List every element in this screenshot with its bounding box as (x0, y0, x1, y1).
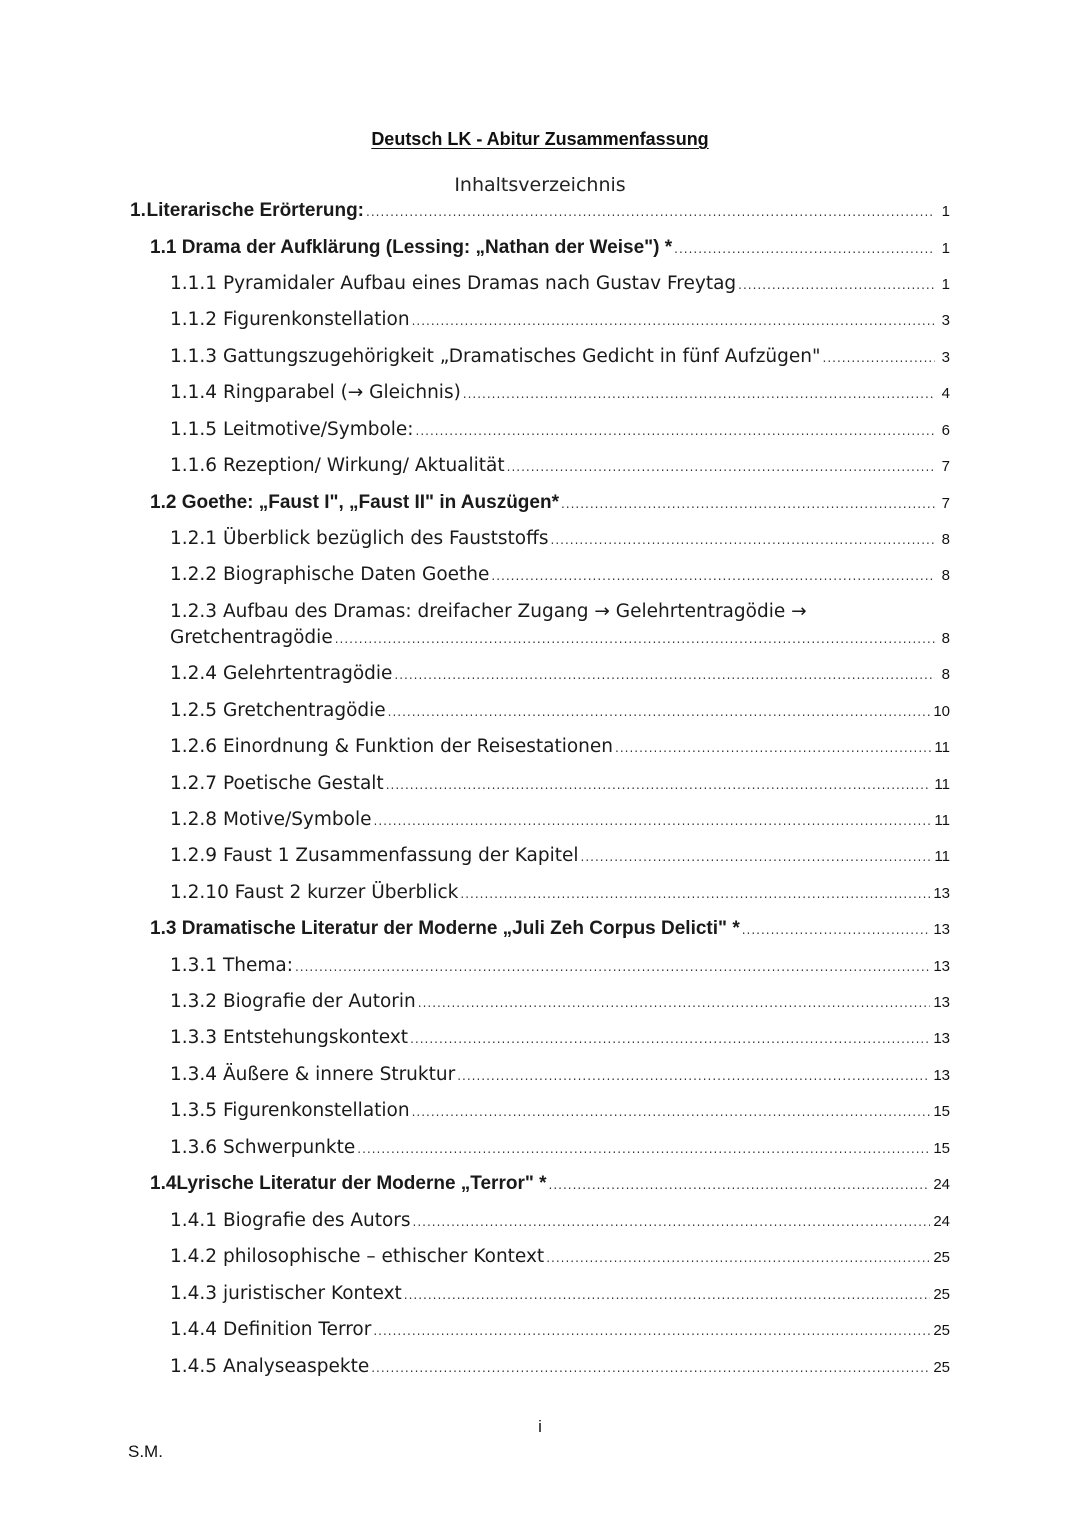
toc-page-number: 13 (933, 1030, 950, 1047)
dot-leader (507, 454, 935, 480)
toc-entry[interactable] (170, 417, 950, 444)
toc-entry[interactable] (170, 599, 950, 652)
toc-entry-title: 1.1.3 Gattungszugehörigkeit „Dramatisches Gedicht in fünf Aufzügen" (170, 346, 821, 367)
toc-entry-title: 1.3.5 Figurenkonstellation (170, 1100, 410, 1121)
toc-entry-title: 1.1 Drama der Aufklärung (Lessing: „Nathan der Weise") * (150, 237, 673, 258)
dot-leader (491, 563, 935, 589)
toc-entry-title: Literarische Erörterung: (146, 200, 365, 221)
toc-page-number: 6 (941, 422, 950, 439)
toc-entry[interactable] (170, 771, 950, 798)
toc-page-number: 8 (941, 630, 950, 647)
toc-entry-title: 1.2.8 Motive/Symbole (170, 809, 372, 830)
toc-entry[interactable] (170, 661, 950, 688)
toc-entry-title: 1.3 Dramatische Literatur der Moderne „Juli Zeh Corpus Delicti" * (150, 918, 740, 939)
toc-entry-number: 1. (130, 200, 146, 221)
toc-entry-title: 1.3.2 Biografie der Autorin (170, 991, 416, 1012)
toc-page-number: 11 (934, 848, 950, 865)
author-initials: S.M. (128, 1442, 163, 1461)
dot-leader (374, 808, 932, 834)
toc-page-number: 25 (933, 1322, 950, 1339)
toc-page-number: 3 (941, 312, 950, 329)
toc-entry[interactable] (150, 916, 950, 943)
page-number: i (538, 1417, 542, 1436)
toc-entry[interactable] (150, 235, 950, 262)
toc-page-number: 11 (934, 776, 950, 793)
toc-page-number: 11 (934, 739, 950, 756)
toc-entry[interactable] (170, 807, 950, 834)
dot-leader (404, 1282, 931, 1308)
dot-leader (413, 1209, 931, 1235)
toc-entry[interactable] (170, 562, 950, 589)
toc-entry[interactable] (170, 734, 950, 761)
toc-entry[interactable] (170, 698, 950, 725)
toc-entry-title: 1.2.9 Faust 1 Zusammenfassung der Kapitel (170, 845, 579, 866)
dot-leader (412, 308, 935, 334)
toc-entry-title: 1.1.5 Leitmotive/Symbole: (170, 419, 414, 440)
toc-entry[interactable] (170, 380, 950, 407)
toc-entry-title: 1.4.2 philosophische – ethischer Kontext (170, 1246, 545, 1267)
toc-entry[interactable] (170, 1098, 950, 1125)
dot-leader (366, 199, 935, 225)
toc-entry[interactable] (170, 1281, 950, 1308)
toc-page-number: 15 (933, 1140, 950, 1157)
dot-leader (410, 1026, 930, 1052)
toc-entry[interactable] (170, 271, 950, 298)
toc-entry[interactable] (150, 490, 950, 517)
dot-leader (394, 662, 935, 688)
toc-page-number: 25 (933, 1359, 950, 1376)
toc-entry-title: 1.2.2 Biographische Daten Goethe (170, 564, 490, 585)
toc-entry-title: 1.2.7 Poetische Gestalt (170, 773, 384, 794)
dot-leader (418, 990, 931, 1016)
toc-entry[interactable] (170, 843, 950, 870)
toc-page-number: 4 (941, 385, 950, 402)
toc-entry-title: 1.4.4 Definition Terror (170, 1319, 372, 1340)
toc-entry[interactable] (170, 880, 950, 907)
dot-leader (823, 345, 936, 371)
toc-entry[interactable] (170, 1135, 950, 1162)
dot-leader (561, 491, 935, 517)
toc-entry-title: 1.1.4 Ringparabel (→ Gleichnis) (170, 382, 461, 403)
toc-entry-title: 1.3.3 Entstehungskontext (170, 1027, 409, 1048)
toc-page-number: 1 (941, 240, 950, 257)
dot-leader (546, 1245, 930, 1271)
toc-entry-title: 1.2.10 Faust 2 kurzer Überblick (170, 882, 459, 903)
dot-leader (551, 527, 935, 553)
dot-leader (674, 236, 935, 262)
toc-entry-title: 1.2.6 Einordnung & Funktion der Reisestationen (170, 736, 614, 757)
toc-page-number: 25 (933, 1286, 950, 1303)
toc-entry[interactable] (150, 1171, 950, 1198)
dot-leader (335, 626, 935, 652)
toc-entry[interactable] (130, 198, 950, 225)
dot-leader (738, 272, 935, 298)
toc-entry-title: 1.1.1 Pyramidaler Aufbau eines Dramas nach Gustav Freytag (170, 273, 737, 294)
dot-leader (742, 917, 931, 943)
dot-leader (371, 1355, 930, 1381)
toc-page-number: 24 (933, 1176, 950, 1193)
toc-entry-title-continued: Gretchentragödie (170, 627, 333, 648)
toc-entry[interactable] (170, 307, 950, 334)
toc-entry[interactable] (170, 1244, 950, 1271)
toc-entry[interactable] (170, 1208, 950, 1235)
dot-leader (416, 418, 935, 444)
toc-entry-title: 1.4.1 Biografie des Autors (170, 1210, 411, 1231)
dot-leader (549, 1172, 931, 1198)
toc-page-number: 8 (941, 666, 950, 683)
toc-page-number: 13 (933, 1067, 950, 1084)
toc-entry[interactable] (170, 526, 950, 553)
toc-page-number: 8 (941, 531, 950, 548)
toc-entry-number: 1.4 (150, 1173, 177, 1194)
toc-page-number: 13 (933, 994, 950, 1011)
toc-page-number: 3 (941, 349, 950, 366)
toc-page-number: 11 (934, 812, 950, 829)
toc-entry[interactable] (170, 1354, 950, 1381)
toc-entry[interactable] (170, 344, 950, 371)
toc-entry-title: 1.1.6 Rezeption/ Wirkung/ Aktualität (170, 455, 505, 476)
toc-entry[interactable] (170, 1025, 950, 1052)
toc-entry-title: 1.3.1 Thema: (170, 955, 293, 976)
toc-page-number: 25 (933, 1249, 950, 1266)
dot-leader (357, 1136, 930, 1162)
toc-page-number: 13 (933, 885, 950, 902)
toc-page-number: 1 (941, 276, 950, 293)
toc-entry-title: 1.2.5 Gretchentragödie (170, 700, 386, 721)
toc-entry-title: 1.2.4 Gelehrtentragödie (170, 663, 393, 684)
toc-entry-title: 1.2 Goethe: „Faust I", „Faust II" in Auszügen* (150, 492, 559, 513)
toc-entry-title: 1.1.2 Figurenkonstellation (170, 309, 410, 330)
toc-entry-title: 1.2.3 Aufbau des Dramas: dreifacher Zugang → Gelehrtentragödie → (170, 601, 807, 622)
dot-leader (388, 699, 931, 725)
toc-page-number: 7 (941, 458, 950, 475)
toc-entry-title: 1.4.3 juristischer Kontext (170, 1283, 402, 1304)
toc-page-number: 24 (933, 1213, 950, 1230)
toc-page-number: 13 (933, 921, 950, 938)
toc-page-number: 8 (941, 567, 950, 584)
dot-leader (386, 772, 932, 798)
dot-leader (615, 735, 931, 761)
dot-leader (581, 844, 932, 870)
toc-page-number: 13 (933, 958, 950, 975)
toc-entry[interactable] (170, 1062, 950, 1089)
dot-leader (373, 1318, 930, 1344)
dot-leader (295, 954, 930, 980)
dot-leader (460, 881, 930, 907)
toc-entry[interactable] (170, 953, 950, 980)
toc-page-number: 1 (941, 203, 950, 220)
toc-entry-title: 1.2.1 Überblick bezüglich des Fauststoffs (170, 528, 549, 549)
document-title: Deutsch LK - Abitur Zusammenfassung (371, 129, 709, 149)
toc-page-number: 7 (941, 495, 950, 512)
toc-heading: Inhaltsverzeichnis (454, 174, 626, 196)
dot-leader (412, 1099, 931, 1125)
toc-entry[interactable] (170, 453, 950, 480)
toc-page-number: 10 (933, 703, 950, 720)
dot-leader (457, 1063, 930, 1089)
toc-entry[interactable] (170, 1317, 950, 1344)
toc-entry-title: 1.3.6 Schwerpunkte (170, 1137, 356, 1158)
dot-leader (463, 381, 935, 407)
toc-page-number: 15 (933, 1103, 950, 1120)
toc-entry-title: 1.3.4 Äußere & innere Struktur (170, 1064, 456, 1085)
toc-entry-title: 1.4.5 Analyseaspekte (170, 1356, 370, 1377)
toc-entry-title: Lyrische Literatur der Moderne „Terror" * (176, 1173, 547, 1194)
toc-entry[interactable] (170, 989, 950, 1016)
